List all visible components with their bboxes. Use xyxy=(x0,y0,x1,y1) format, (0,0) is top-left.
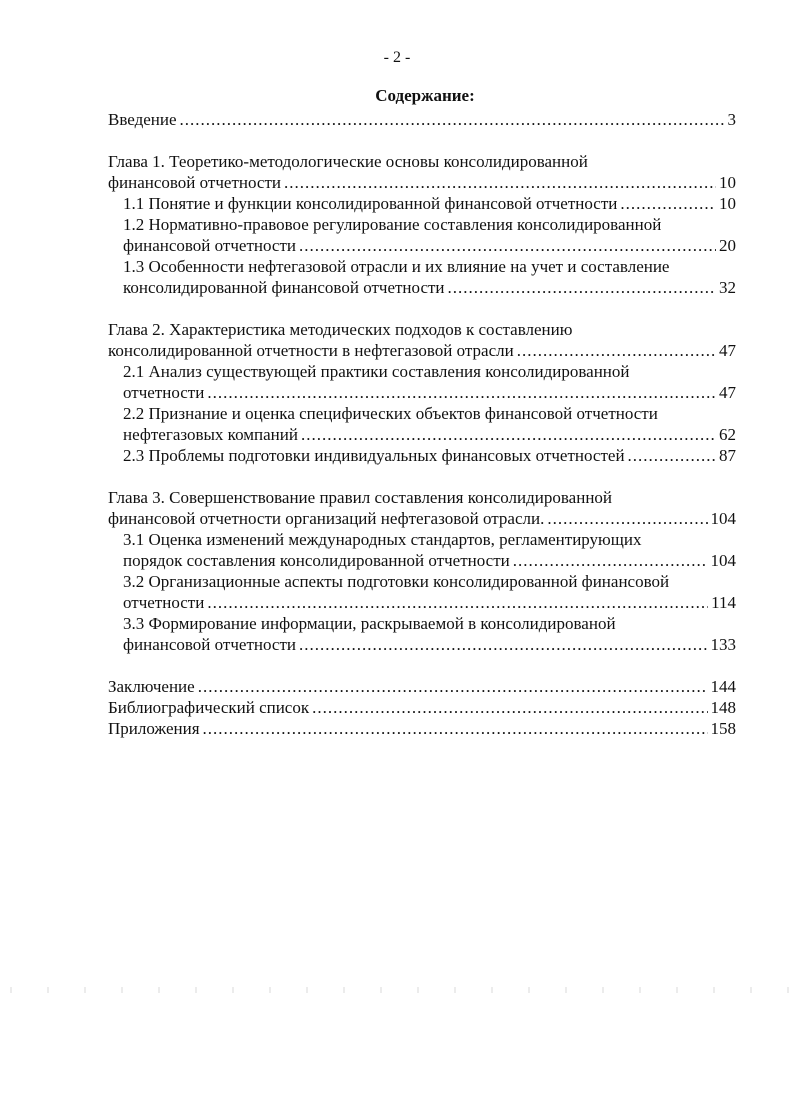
toc-page-number: 148 xyxy=(710,698,736,717)
dot-leader xyxy=(284,172,716,193)
toc-page-number: 10 xyxy=(719,194,736,213)
toc-page-number: 62 xyxy=(719,425,736,444)
dot-leader xyxy=(180,109,725,130)
toc-entry-line: 3.2 Организационные аспекты подготовки консолидированной финансовой xyxy=(123,572,670,591)
toc-entry-text: нефтегазовых компаний xyxy=(123,425,298,444)
toc-entry-last-line xyxy=(123,277,736,298)
toc-section-entry[interactable] xyxy=(108,445,736,466)
toc-section-entry[interactable] xyxy=(108,361,736,403)
toc-page-number: 20 xyxy=(719,236,736,255)
toc-page-number: 144 xyxy=(710,677,736,696)
toc-section-entry[interactable] xyxy=(108,571,736,613)
toc-entry-last-line xyxy=(123,634,736,655)
toc-entry-last-line xyxy=(123,382,736,403)
toc-page-number: 47 xyxy=(719,383,736,402)
toc-section-entry[interactable] xyxy=(108,403,736,445)
toc-entry-text: финансовой отчетности xyxy=(123,236,296,255)
toc-entry-line: 3.1 Оценка изменений международных стандартов, регламентирующих xyxy=(123,530,642,549)
toc-gap xyxy=(108,298,736,319)
toc-page-number: 104 xyxy=(710,509,736,528)
toc-entry-last-line xyxy=(108,508,736,529)
toc-entry-text: консолидированной финансовой отчетности xyxy=(123,278,445,297)
page-number: - 2 - xyxy=(383,49,411,66)
toc-entry-line: 1.2 Нормативно-правовое регулирование составления консолидированной xyxy=(123,215,662,234)
toc-chapter-entry[interactable] xyxy=(108,487,736,529)
scan-artifact-line xyxy=(0,987,794,993)
toc-gap xyxy=(108,466,736,487)
toc-entry-line: 3.3 Формирование информации, раскрываемой в консолидированой xyxy=(123,614,616,633)
dot-leader xyxy=(299,235,716,256)
toc-entry-last-line xyxy=(123,193,736,214)
toc-page-number: 133 xyxy=(710,635,736,654)
toc-section-entry[interactable] xyxy=(108,193,736,214)
toc-gap xyxy=(108,130,736,151)
toc-entry-line: 1.3 Особенности нефтегазовой отрасли и их влияние на учет и составление xyxy=(123,257,670,276)
toc-entry-last-line xyxy=(108,697,736,718)
toc-entry-last-line xyxy=(108,340,736,361)
toc-entry-last-line xyxy=(123,424,736,445)
dot-leader xyxy=(513,550,708,571)
dot-leader xyxy=(620,193,716,214)
toc-entry-last-line xyxy=(108,109,736,130)
toc-page-number: 32 xyxy=(719,278,736,297)
toc-entry-last-line xyxy=(123,550,736,571)
toc-entry-text: отчетности xyxy=(123,593,205,612)
toc-entry-text: порядок составления консолидированной отчетности xyxy=(123,551,510,570)
dot-leader xyxy=(207,382,716,403)
toc-entry-last-line xyxy=(108,172,736,193)
toc-gap xyxy=(108,655,736,676)
dot-leader xyxy=(299,634,708,655)
toc-page-number: 3 xyxy=(727,110,736,129)
toc-title: Содержание: xyxy=(375,86,475,105)
toc-page-number: 158 xyxy=(710,719,736,738)
toc-entry-line: Глава 2. Характеристика методических подходов к составлению xyxy=(108,320,573,339)
toc-entry-text: консолидированной отчетности в нефтегазовой отрасли xyxy=(108,341,514,360)
toc-page-number: 10 xyxy=(719,173,736,192)
toc-entry-line: Глава 1. Теоретико-методологические основы консолидированной xyxy=(108,152,588,171)
dot-leader xyxy=(517,340,716,361)
dot-leader xyxy=(628,445,716,466)
toc-chapter-entry[interactable] xyxy=(108,151,736,193)
toc-entry-text: Приложения xyxy=(108,719,200,738)
toc-entry-text: Библиографический список xyxy=(108,698,310,717)
toc-chapter-entry[interactable] xyxy=(108,319,736,361)
toc-entry-last-line xyxy=(123,235,736,256)
dot-leader xyxy=(203,718,708,739)
toc-section-entry[interactable] xyxy=(108,613,736,655)
toc-entry-last-line xyxy=(108,676,736,697)
toc-chapter-entry[interactable] xyxy=(108,676,736,697)
toc-entry-line: Глава 3. Совершенствование правил составления консолидированной xyxy=(108,488,613,507)
toc-chapter-entry[interactable] xyxy=(108,718,736,739)
toc-entry-text: финансовой отчетности xyxy=(108,173,281,192)
toc-entry-last-line xyxy=(123,592,736,613)
dot-leader xyxy=(312,697,707,718)
dot-leader xyxy=(448,277,716,298)
toc-section-entry[interactable] xyxy=(108,256,736,298)
toc-section-entry[interactable] xyxy=(108,214,736,256)
toc-page-number: 104 xyxy=(710,551,736,570)
toc-chapter-entry[interactable] xyxy=(108,109,736,130)
toc-chapter-entry[interactable] xyxy=(108,697,736,718)
toc-entry-text: 1.1 Понятие и функции консолидированной финансовой отчетности xyxy=(123,194,618,213)
toc-entry-text: 2.3 Проблемы подготовки индивидуальных финансовых отчетностей xyxy=(123,446,625,465)
toc-entry-line: 2.1 Анализ существующей практики составления консолидированной xyxy=(123,362,630,381)
toc-entry-line: 2.2 Признание и оценка специфических объектов финансовой отчетности xyxy=(123,404,658,423)
toc-entry-text: финансовой отчетности организаций нефтегазовой отрасли. xyxy=(108,509,545,528)
toc-page-number: 114 xyxy=(711,593,736,612)
table-of-contents xyxy=(108,109,736,739)
dot-leader xyxy=(301,424,716,445)
toc-entry-last-line xyxy=(123,445,736,466)
dot-leader xyxy=(207,592,708,613)
dot-leader xyxy=(198,676,708,697)
toc-entry-last-line xyxy=(108,718,736,739)
toc-page-number: 47 xyxy=(719,341,736,360)
toc-page-number: 87 xyxy=(719,446,736,465)
toc-entry-text: Заключение xyxy=(108,677,195,696)
toc-entry-text: Введение xyxy=(108,110,177,129)
toc-section-entry[interactable] xyxy=(108,529,736,571)
toc-entry-text: финансовой отчетности xyxy=(123,635,296,654)
dot-leader xyxy=(547,508,707,529)
toc-entry-text: отчетности xyxy=(123,383,205,402)
